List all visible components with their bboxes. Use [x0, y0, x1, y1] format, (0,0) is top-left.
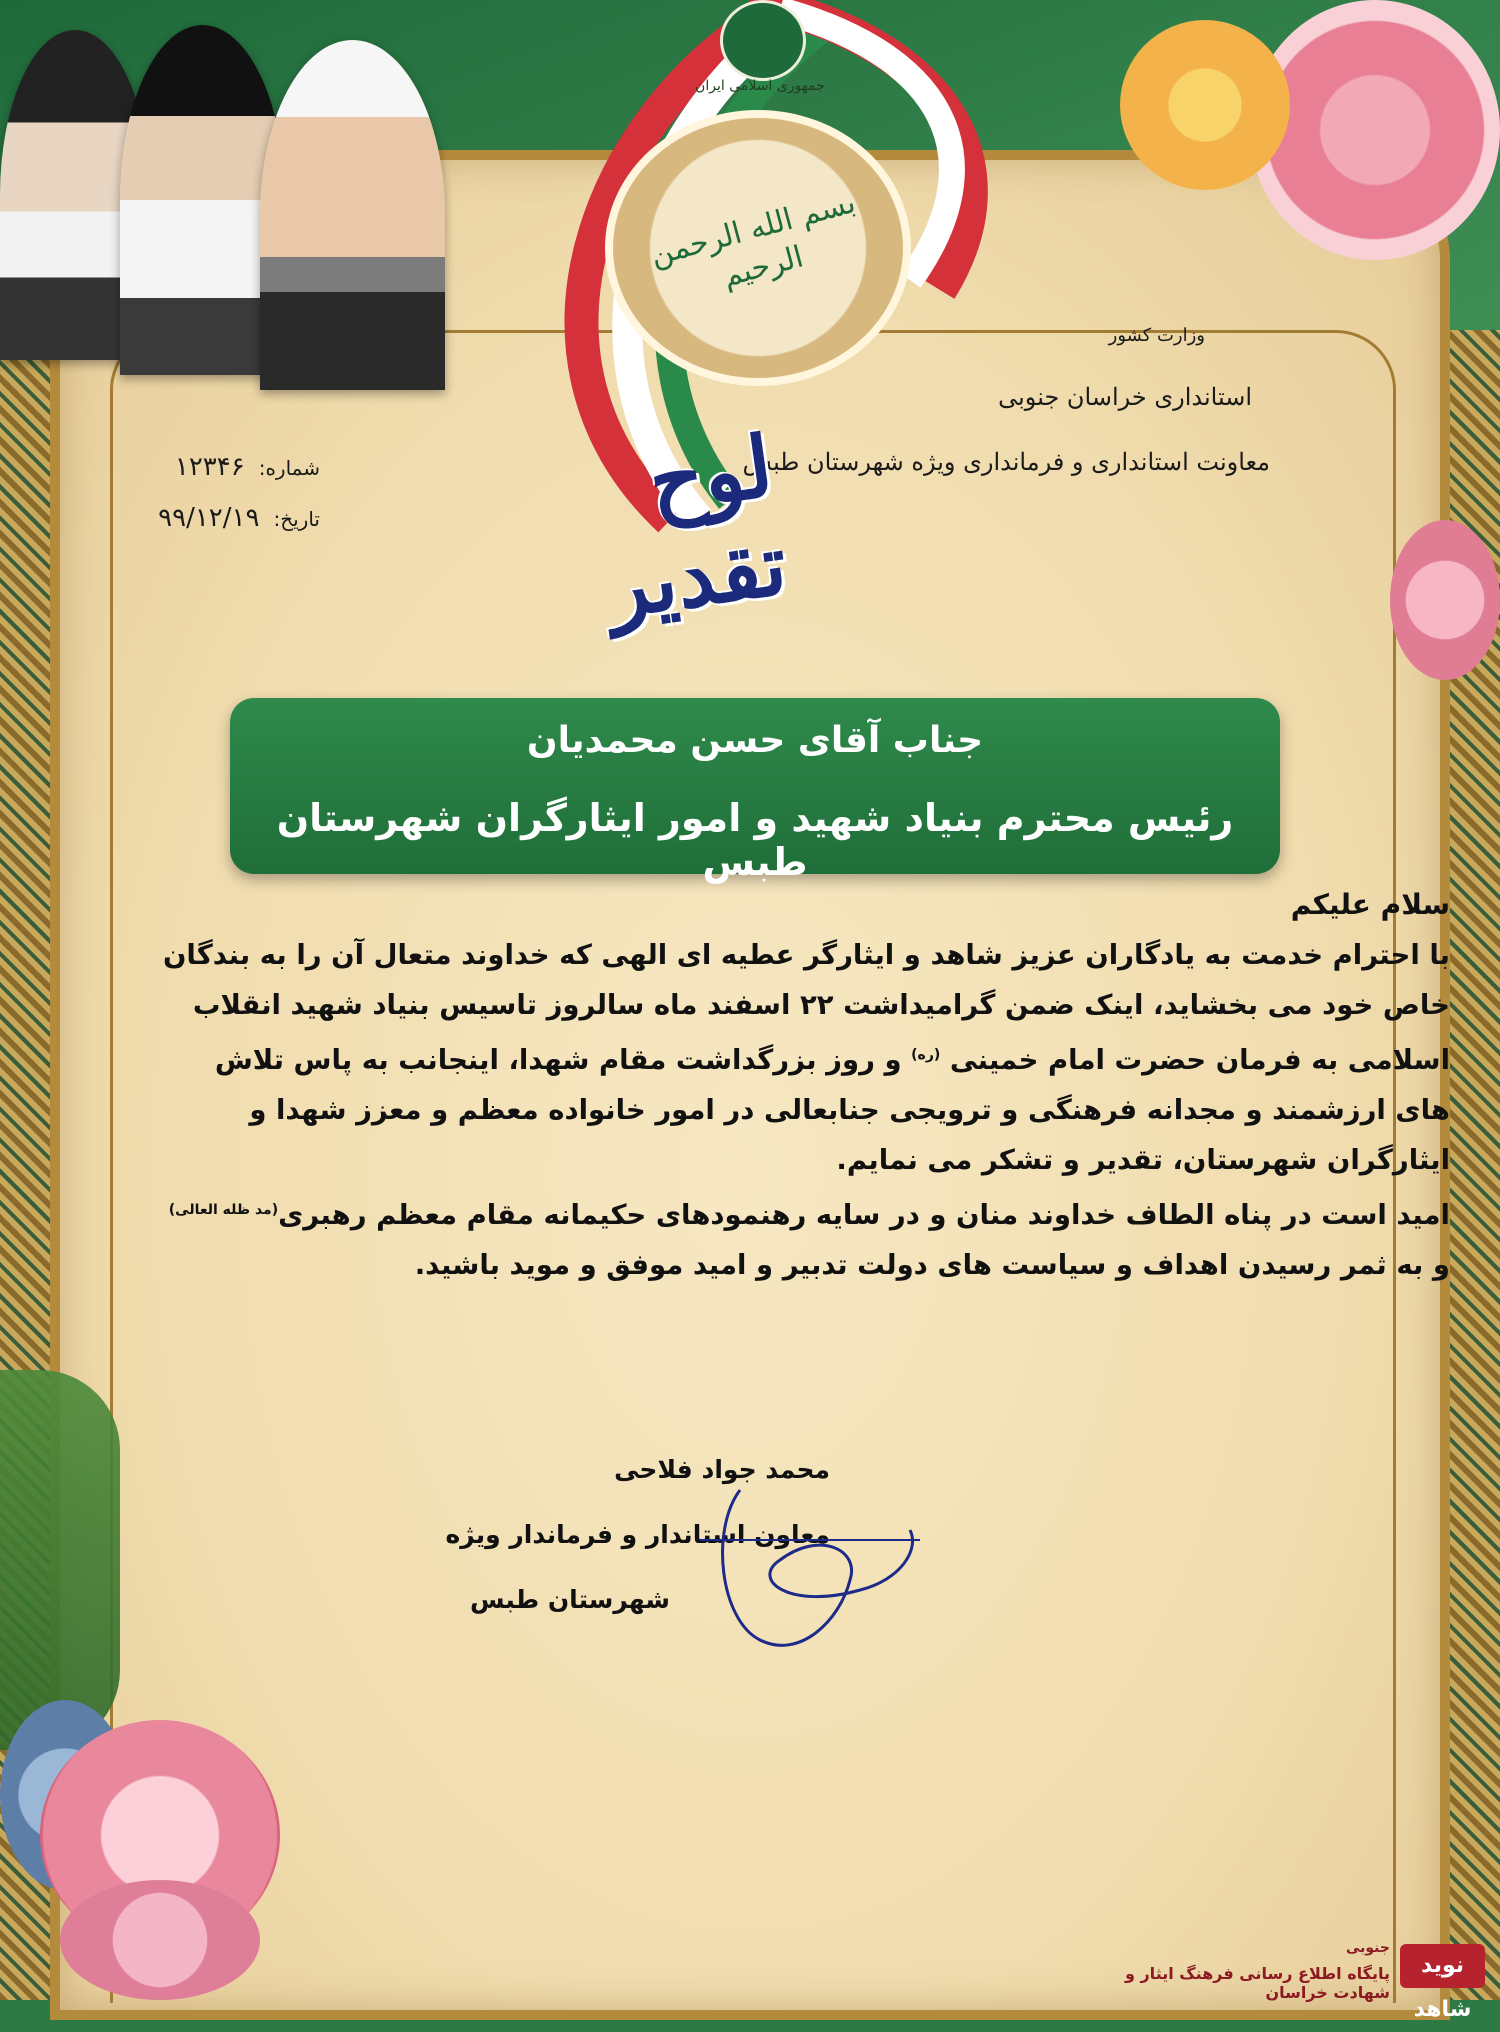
paragraph-1: با احترام خدمت به یادگاران عزیز شاهد و ایثارگر عطیه ای الهی که خداوند متعال آن را به بندگان خاص خود می بخشاید، اینک ضمن گرامیداشت ۲۲ اسفند ماه سالروز تاسیس بنیاد شهید انقلاب اسلامی به فرمان حضرت امام خمینی $^{(ره)}$ و روز بزرگداشت مقام شهدا، اینجانب به پاس تلاش های ارزشمند و مجدانه فرهنگی و ترویجی جنابعالی در امور خانواده معظم و معزز شهدا و ایثارگران شهرستان، تقدیر و تشکر می نمایم.: [162, 939, 1450, 1177]
number-label: شماره:: [258, 456, 320, 480]
number-value: ۱۲۳۴۶: [174, 452, 245, 482]
deputy-label: معاونت استانداری و فرمانداری ویژه شهرستان طبس: [742, 448, 1270, 476]
rose-decoration: [60, 1880, 260, 2000]
rose-decoration: [1390, 520, 1500, 680]
date-label: تاریخ:: [273, 507, 320, 531]
leaves-decoration: [0, 1370, 120, 1750]
paragraph-2: امید است در پناه الطاف خداوند منان و در سایه رهنمودهای حکیمانه مقام معظم رهبری$^{(مد ظله العالی)}$ و به ثمر رسیدن اهداف و سیاست های دولت تدبیر و امید موفق و موید باشید.: [168, 1199, 1450, 1282]
ministry-label: وزارت کشور: [1108, 325, 1205, 346]
letter-number: [100, 452, 320, 482]
greeting: سلام علیکم: [1290, 888, 1450, 921]
letter-date: [100, 503, 320, 533]
signatory-name: محمد جواد فلاحی: [614, 1455, 830, 1484]
rose-decoration: [1120, 20, 1290, 190]
watermark-logo: نوید شاهد: [1400, 1944, 1485, 1988]
basmala-text: بسم الله الرحمن الرحیم: [646, 185, 860, 295]
governorate-label: استانداری خراسان جنوبی: [998, 383, 1252, 411]
basmala-medallion: [605, 110, 911, 386]
certificate-title: لوح تقدیر: [600, 416, 793, 638]
watermark-text-1: جنوبی: [1345, 1940, 1390, 1956]
honorific: (ره): [911, 1047, 941, 1063]
emblem-caption: جمهوری اسلامی ایران: [695, 78, 825, 94]
signatory-city: شهرستان طبس: [470, 1585, 670, 1614]
portrait-right: [260, 40, 445, 390]
signature-scribble: [700, 1470, 930, 1670]
date-value: ۹۹/۱۲/۱۹: [158, 503, 260, 533]
watermark-text-2: پایگاه اطلاع رسانی فرهنگ ایثار و شهادت خراسان: [1124, 1964, 1390, 2002]
recipient-name: جناب آقای حسن محمدیان: [526, 720, 984, 761]
letter-body: [160, 880, 1480, 1290]
signatory-role: معاون استاندار و فرماندار ویژه: [445, 1520, 830, 1549]
rose-decoration: [1250, 0, 1500, 260]
honorific: (مد ظله العالی): [168, 1202, 279, 1219]
recipient-position: رئیس محترم بنیاد شهید و امور ایثارگران شهرستان طبس: [276, 796, 1234, 884]
emblem-icon: [720, 0, 806, 81]
